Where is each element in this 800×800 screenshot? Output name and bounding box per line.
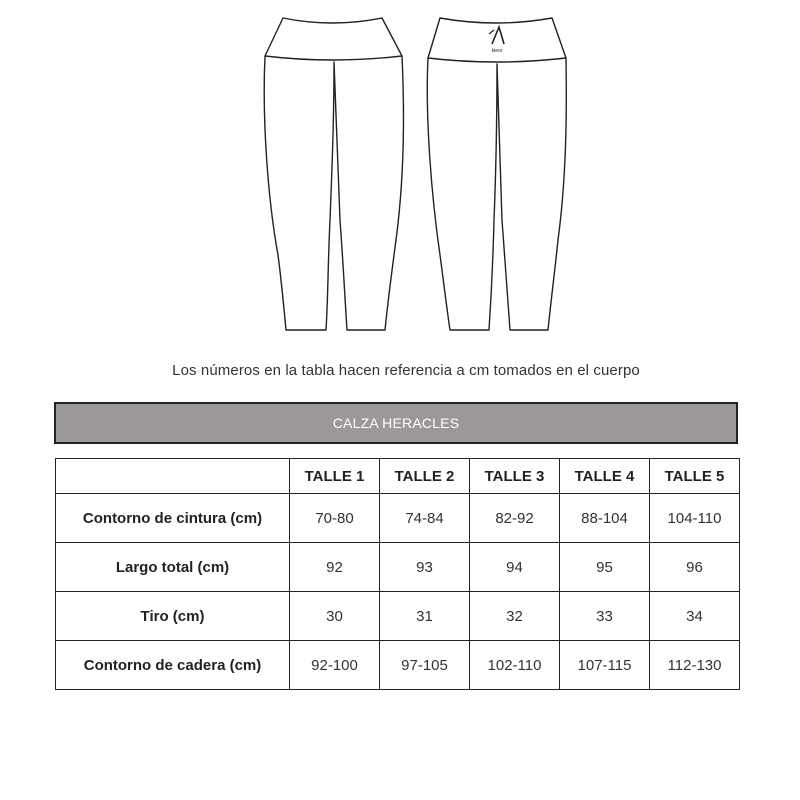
table-cell: 112-130 [650,641,740,690]
table-cell: 88-104 [560,494,650,543]
front-waistband [265,18,402,60]
leggings-front-view [264,18,403,330]
header-talle-3: TALLE 3 [470,459,560,494]
leggings-back-view [427,18,566,330]
table-cell: 33 [560,592,650,641]
size-chart-table [55,458,740,690]
table-row [56,641,740,690]
table-cell: 93 [380,543,470,592]
measurement-note: Los números en la tabla hacen referencia a cm tomados en el cuerpo [172,362,640,379]
table-cell: 92-100 [290,641,380,690]
front-leg-outline [264,56,403,330]
leggings-illustration [0,0,800,340]
header-talle-5: TALLE 5 [650,459,740,494]
table-cell: 102-110 [470,641,560,690]
table-cell: 104-110 [650,494,740,543]
product-title-banner [54,402,738,444]
table-cell: 70-80 [290,494,380,543]
header-talle-4: TALLE 4 [560,459,650,494]
table-cell: 95 [560,543,650,592]
header-talle-2: TALLE 2 [380,459,470,494]
table-row [56,543,740,592]
table-cell: 74-84 [380,494,470,543]
table-cell: 34 [650,592,740,641]
table-cell: 30 [290,592,380,641]
table-cell: 94 [470,543,560,592]
header-talle-1: TALLE 1 [290,459,380,494]
table-row [56,494,740,543]
row-label: Largo total (cm) [56,543,290,592]
header-empty-cell [56,459,290,494]
table-cell: 82-92 [470,494,560,543]
back-waistband [428,18,566,62]
table-row [56,592,740,641]
table-cell: 31 [380,592,470,641]
product-title: CALZA HERACLES [332,415,460,431]
row-label: Contorno de cintura (cm) [56,494,290,543]
brand-logo-text: kiero [491,48,503,54]
table-cell: 96 [650,543,740,592]
table-cell: 97-105 [380,641,470,690]
back-leg-outline [427,58,566,330]
table-cell: 107-115 [560,641,650,690]
table-header-row [56,459,740,494]
row-label: Contorno de cadera (cm) [56,641,290,690]
table-cell: 32 [470,592,560,641]
row-label: Tiro (cm) [56,592,290,641]
table-cell: 92 [290,543,380,592]
